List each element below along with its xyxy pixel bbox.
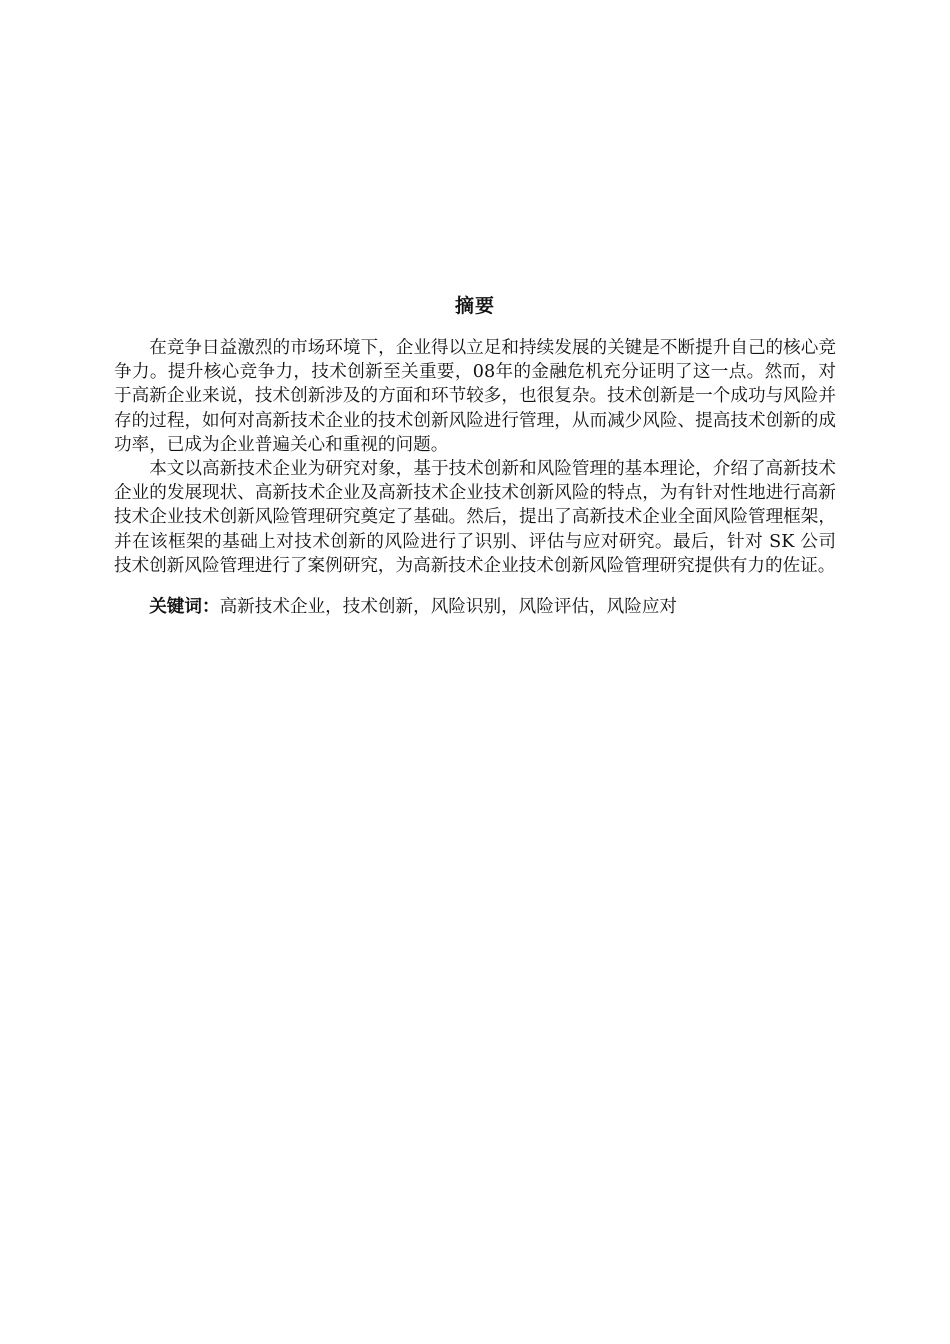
- keywords-label: 关键词：: [149, 597, 220, 618]
- abstract-title: 摘要: [454, 295, 495, 317]
- abstract-section: [114, 292, 836, 619]
- keywords-text: 高新技术企业，技术创新，风险识别，风险评估，风险应对: [219, 597, 678, 618]
- abstract-paragraph-1: 在竞争日益激烈的市场环境下，企业得以立足和持续发展的关键是不断提升自己的核心竞争力。提升核心竞争力，技术创新至关重要，08年的金融危机充分证明了这一点。然而，对于高新企业来说，技术创新涉及的方面和环节较多，也很复杂。技术创新是一个成功与风险并存的过程，如何对高新技术企业的技术创新风险进行管理，从而减少风险、提高技术创新的成功率，已成为企业普遍关心和重视的问题。: [114, 338, 836, 455]
- abstract-paragraph-2: 本文以高新技术企业为研究对象，基于技术创新和风险管理的基本理论，介绍了高新技术企业的发展现状、高新技术企业及高新技术企业技术创新风险的特点，为有针对性地进行高新技术企业技术创新风险管理研究奠定了基础。然后，提出了高新技术企业全面风险管理框架，并在该框架的基础上对技术创新的风险进行了识别、评估与应对研究。最后，针对 SK 公司技术创新风险管理进行了案例研究，为高新技术企业技术创新风险管理研究提供有力的佐证。: [114, 459, 836, 576]
- keywords-line: [114, 595, 836, 619]
